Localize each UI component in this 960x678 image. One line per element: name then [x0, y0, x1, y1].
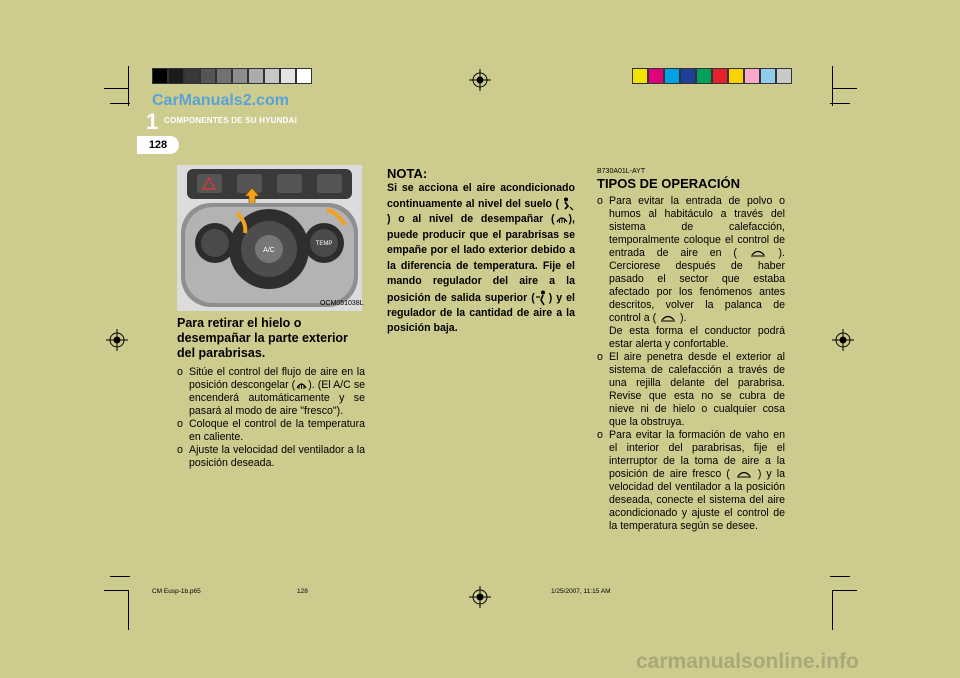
section-code: B730A01L-AYT [597, 168, 646, 175]
registration-mark-right-icon [832, 329, 854, 351]
gray-swatch [168, 68, 184, 84]
footer-file: CM Eusp-1b.p65 [152, 588, 201, 595]
footer-page: 128 [297, 588, 308, 595]
fresh-air-icon [659, 313, 677, 324]
gray-swatch [296, 68, 312, 84]
color-swatch [728, 68, 744, 84]
note-text: Si se acciona el aire acondicionado continuamente al nivel del suelo () o al nivel de desempañar ( ), puede producir que el parabrisas se empañe por el lado exterior debido a la diferencia de temperatura. Fije el mando regulador del aire a la posición de salida superior ( ) y el regulador de la cantidad de aire a la posición baja. [387, 182, 575, 335]
registration-mark-bottom-icon [469, 586, 491, 608]
color-swatch [664, 68, 680, 84]
color-swatch [632, 68, 648, 84]
color-swatch [760, 68, 776, 84]
list-item: o Para evitar la entrada de polvo o humos al habitáculo a través del sistema de calefacción, temporalmente coloque el control de entrada de aire en ( ). Cerciorese después de haber pasado el sector que estaba afectado por los fenómenos antes descritos, volver la palanca de control a ( ). De esta forma el conductor podrá estar alerta y confortable. [597, 195, 785, 350]
defrost-icon [555, 213, 569, 225]
color-swatch [712, 68, 728, 84]
registration-mark-top-icon [469, 69, 491, 91]
watermark-top[interactable]: CarManuals2.com [152, 92, 289, 109]
color-swatch [648, 68, 664, 84]
left-column [177, 316, 365, 470]
list-item: o Para evitar la formación de vaho en el interior del parabrisas, fije el interruptor de la toma de aire a la posición de aire fresco ( ) y la velocidad del ventilador a la posición deseada, conecte el sistema del aire acondicionado y ajuste el control de la temperatura según se desee. [597, 429, 785, 532]
recirculation-icon [749, 248, 767, 259]
bullet: o [177, 366, 183, 378]
page-number: 128 [137, 136, 179, 154]
list-item: o Ajuste la velocidad del ventilador a la posición deseada. [177, 444, 365, 469]
gray-swatch [280, 68, 296, 84]
gray-swatch [248, 68, 264, 84]
operation-heading: TIPOS DE OPERACIÓN [597, 176, 741, 191]
figure-code: OCM051038L [320, 300, 364, 307]
right-column [597, 167, 785, 533]
gray-swatch [216, 68, 232, 84]
color-swatch [696, 68, 712, 84]
face-mode-icon [535, 290, 549, 306]
registration-mark-left-icon [106, 329, 128, 351]
gray-scale-bar [152, 68, 312, 84]
gray-swatch [200, 68, 216, 84]
list-item: o Coloque el control de la temperatura en caliente. [177, 418, 365, 443]
note-column [387, 167, 575, 337]
color-swatch [744, 68, 760, 84]
note-title: NOTA: [387, 166, 428, 181]
list-item: o El aire penetra desde el exterior al sistema de calefacción a través de una rejilla delante del parabrisa. Revise que esta no se cubra de nieve ni de hielo o cualquier cosa que la obstruya. [597, 351, 785, 428]
gray-swatch [264, 68, 280, 84]
gray-swatch [232, 68, 248, 84]
ac-label: A/C [263, 247, 275, 254]
fresh-air-icon [735, 469, 753, 480]
color-swatch [680, 68, 696, 84]
chapter-title: COMPONENTES DE SU HYUNDAI [164, 116, 298, 125]
defrost-icon [295, 379, 308, 391]
watermark-bottom[interactable]: carmanualsonline.info [636, 650, 859, 673]
color-swatch [776, 68, 792, 84]
climate-control-photo [177, 165, 362, 311]
floor-mode-icon [559, 197, 575, 211]
defrost-heading: Para retirar el hielo o desempañar la parte exterior del parabrisas. [177, 316, 348, 360]
color-scale-bar [632, 68, 792, 84]
footer-date: 1/25/2007, 11:15 AM [551, 588, 611, 595]
temp-label: TEMP [315, 241, 333, 247]
chapter-number: 1 [146, 109, 159, 134]
gray-swatch [152, 68, 168, 84]
gray-swatch [184, 68, 200, 84]
list-item: o Sitúe el control del flujo de aire en la posición descongelar ( ). (El A/C se encenderá automáticamente y se pasará al modo de aire "fresco"). [177, 366, 366, 417]
